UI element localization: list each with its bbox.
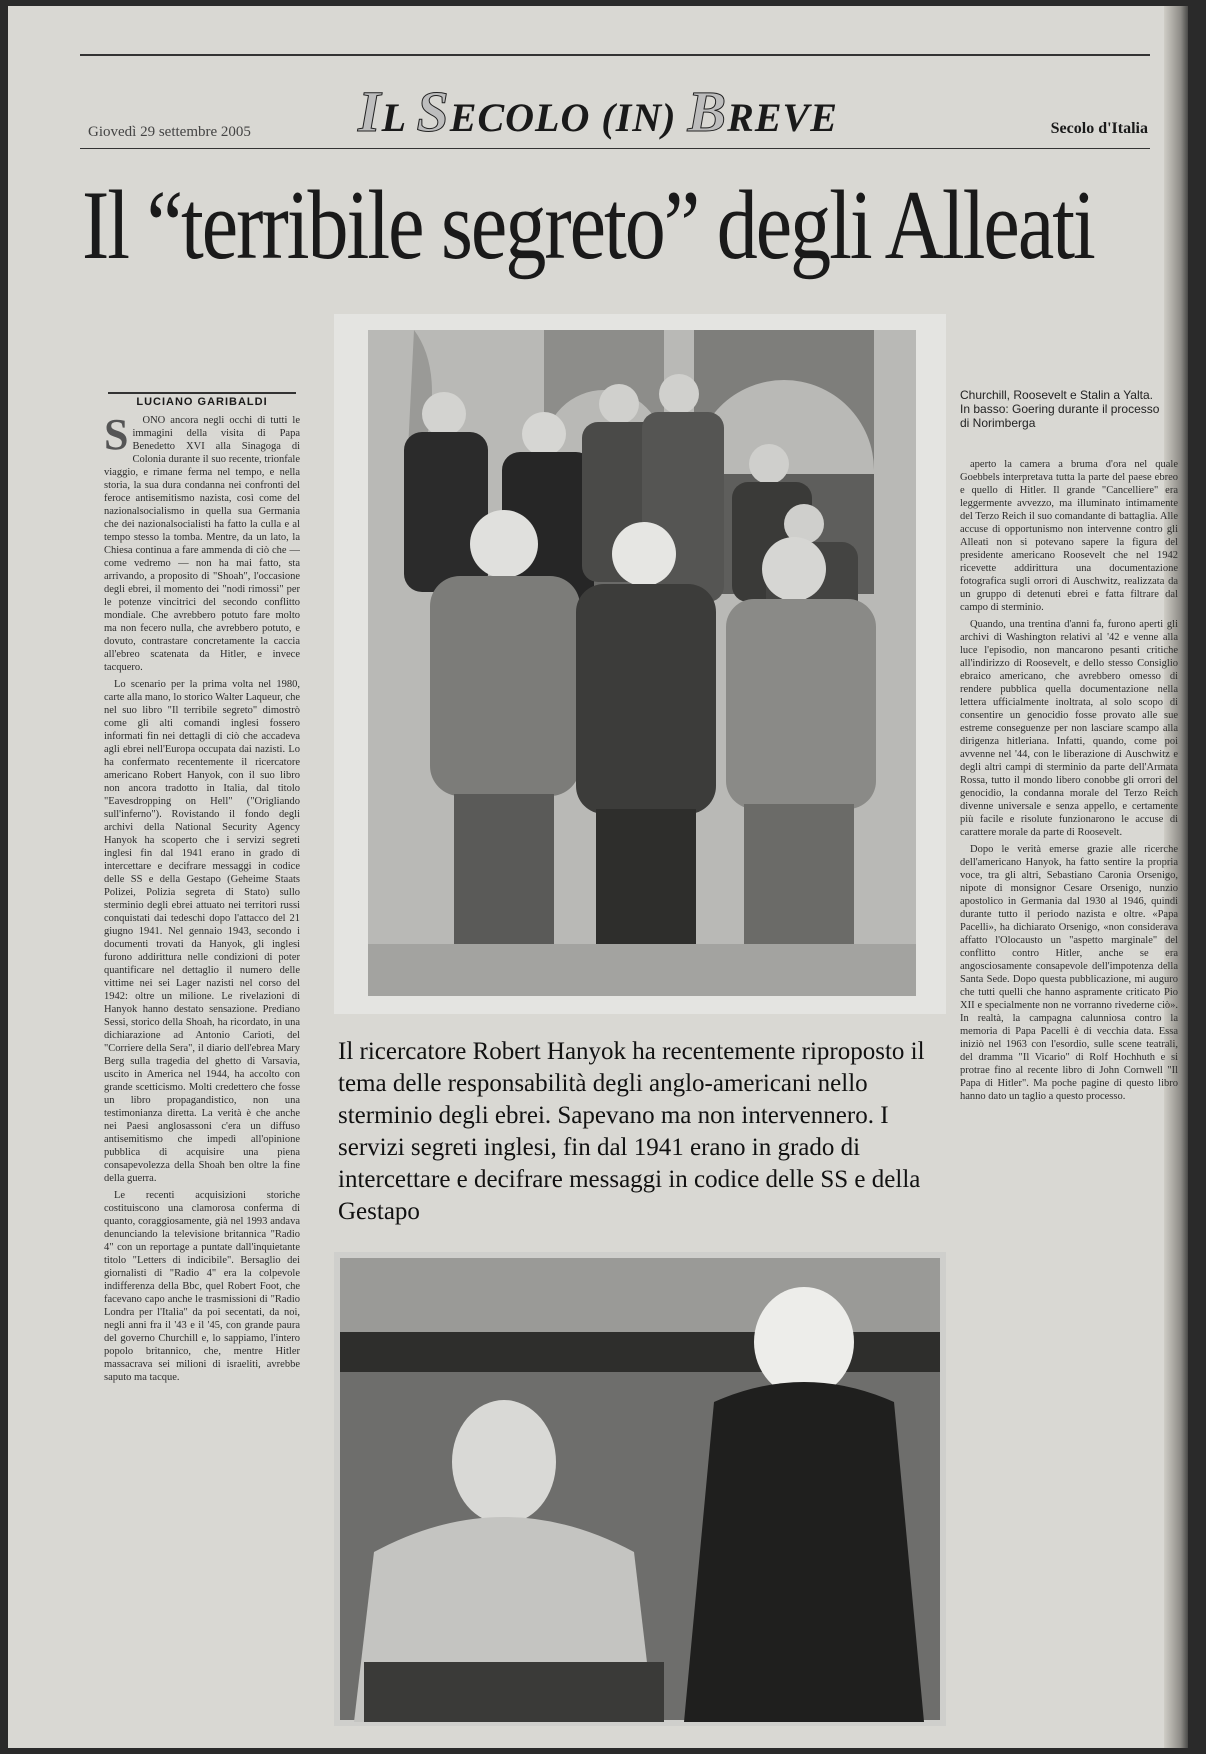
section-title-part-1: L: [381, 95, 417, 140]
article-paragraph: aperto la camera a bruma d'ora nel quale Goebbels interpretava tutta la parte del paese ebreo e quello di Hitler. Il grande "Cancelliere" era leggermente avvezzo, ma illuminato intimamente del Terzo Reich il suo comandante di battaglia. Alle accuse di opportunismo non intervenne contro gli Alleati non si potevano sapere la figura del presidente americano Roosevelt che nel 1942 ricevette addirittura una documentazione fotografica sugli orrori di Auschwitz, realizzata da un gruppo di detenuti ebrei e fatta filtrare dal campo di sterminio.: [960, 459, 1178, 613]
issue-date: Giovedì 29 settembre 2005: [88, 124, 251, 140]
byline: LUCIANO GARIBALDI: [108, 392, 296, 408]
top-rule: [80, 54, 1150, 56]
article-paragraph: Quando, una trentina d'anni fa, furono aperti gli archivi di Washington relativi al '42 e venne alla luce l'episodio, non mancarono pesanti critiche all'indirizzo di Roosevelt, e dello stesso Consiglio ebraico americano, che avrebbero omesso di rendere pubblica quella documentazione nella lettera ufficialmente inoltrata, al solo scopo di consentire un genocidio fosse provato alle sue estreme conseguenze per non lasciare scampo alla dirigenza hitleriana. Infatti, quando, come poi avvenne nel '44, con le liberazione di Auschwitz e degli altri campi di sterminio da parte dell'Armata Rossa, tutto il mondo libero conobbe gli orrori del genocidio, la condanna morale del Terzo Reich divenne universale e senza appello, e certamente più facile e risolute funzionarono le accuse di carattere morale da parte di Roosevelt.: [960, 619, 1178, 838]
section-title-middle: (IN): [601, 95, 688, 140]
section-title-cap-3: B: [687, 79, 728, 144]
newspaper-page: [8, 6, 1188, 1748]
article-paragraph: Le recenti acquisizioni storiche costituiscono una clamorosa conferma di quanto, coraggiosamente, già nel 1993 andava denunciando la televisione britannica "Radio 4" con un reportage a puntate dall'inquietante titolo "Letters di indicibile". Bersaglio dei giornalisti di "Radio 4" era la colpevole indifferenza della Bbc, quel Robert Foot, che facevano capo anche le trasmissioni di "Radio Londra per l'Italia" da poi secentati, da noi, negli anni fra il '43 e il '45, con grande paura del governo Churchill e, lo sappiamo, l'intero popolo britannico, che, mentre Hitler massacrava sei milioni di israeliti, avrebbe saputo ma tacque.: [104, 1190, 300, 1383]
article-column-left: [104, 414, 300, 1724]
goering-photo: [334, 1252, 946, 1726]
section-title-cap-1: I: [358, 79, 382, 144]
drop-cap: S: [104, 414, 129, 459]
header-rule: [80, 148, 1150, 149]
article-paragraph: Dopo le verità emerse grazie alle ricerche dell'americano Hanyok, ha fatto sentire la propria voce, tra gli altri, Sebastiano Caronia Orsenigo, nipote di monsignor Cesare Orsenigo, nunzio apostolico in Germania dal 1930 al 1946, quindi durante tutto il periodo nazista e oltre. «Papa Pacelli», ha dichiarato Orsenigo, «non considerava affatto l'Olocausto un "aspetto marginale" del conflitto contro Hitler, anche se era angosciosamente consapevole dell'impotenza della Santa Sede. Dopo questa pubblicazione, mi auguro che tutti quelli che hanno aspramente criticato Pio XII e specialmente non ne vorranno rivederne ciò». In realtà, la campagna calunniosa contro la memoria di Papa Pacelli è di vecchia data. Essa iniziò nel 1963 con l'esordio, sulle scene teatrali, del dramma "Il Vicario" di Rolf Hochhuth e si protrae fino al recente libro di John Cornwell "Il Papa di Hitler". Ma poche pagine di questo libro hanno dato un taglio a questo processo.: [960, 844, 1178, 1102]
newspaper-name: Secolo d'Italia: [1050, 120, 1148, 137]
article-paragraph: ONO ancora negli occhi di tutti le immagini della visita di Papa Benedetto XVI alla Sinagoga di Colonia durante il suo recente, trionfale viaggio, e rimane ferma nel tempo, e nella storia, la sua dura condanna nei confronti del feroce antisemitismo nazista, così come del nazionalsocialismo in quella sua Germania che dei nazionalsocialisti ha fatto la culla e al tempo stesso la tomba. Mentre, da un lato, la Chiesa continua a fare ammenda di ciò che — come vedremo — non ha mai fatto, sta arrivando, a proposito di "Shoah", l'occasione degli ebrei, il momento dei "nodi rimossi" per le potenze vincitrici del secondo conflitto mondiale. Che avrebbero potuto fare molto ma non fecero nulla, che avrebbero potuto, e dovuto, contrastare concretamente la caccia all'ebreo scatenata da Hitler, e invece tacquero.: [104, 415, 300, 673]
section-title-cap-2: S: [416, 79, 450, 144]
section-title-part-3: REVE: [727, 95, 838, 140]
photo-caption: Churchill, Roosevelt e Stalin a Yalta. In basso: Goering durante il processo di Norimberga: [960, 388, 1160, 430]
headline: Il “terribile segreto” degli Alleati: [82, 170, 1094, 280]
section-title-part-2: ECOLO: [449, 95, 602, 140]
article-deck: Il ricercatore Robert Hanyok ha recentemente riproposto il tema delle responsabilità degli anglo-americani nello sterminio degli ebrei. Sapevano ma non intervennero. I servizi segreti inglesi, fin dal 1941 erano in grado di intercettare e decifrare messaggi in codice delle SS e della Gestapo: [338, 1038, 925, 1225]
article-column-right: [960, 458, 1178, 1728]
yalta-photo: [334, 314, 946, 1014]
article-paragraph: Lo scenario per la prima volta nel 1980, carte alla mano, lo storico Walter Laqueur, che nel suo libro "Il terribile segreto" dimostrò come gli alti comandi inglesi fossero informati fin nei dettagli di ciò che accadeva agli ebrei nell'Europa occupata dai nazisti. Lo ha confermato recentemente il ricercatore americano Robert Hanyok, con il suo libro non ancora tradotto in Italia, dal titolo "Eavesdropping on Hell" ("Origliando sull'inferno"). Rovistando il fondo degli archivi della National Security Agency Hanyok ha scoperto che i servizi segreti inglesi fin dal 1941 erano in grado di intercettare e decifrare messaggi in codice delle SS e della Gestapo (Geheime Staats Polizei, Polizia segreta di Stato) sullo sterminio degli ebrei attuato nei territori russi conquistati dai tedeschi dopo l'attacco del 21 giugno 1941. Nel gennaio 1943, secondo i documenti trovati da Hanyok, gli inglesi furono addirittura nelle condizioni di poter quantificare nel dettaglio il numero delle vittime nei sei Lager nazisti nel corso del 1942: oltre un milione. Le rivelazioni di Hanyok hanno destato sensazione. Prediano Sessi, storico della Shoah, ha ricordato, in una dichiarazione ad Antonio Carioti, del "Corriere della Sera", il diario dell'ebrea Mary Berg sulla tragedia del ghetto di Varsavia, uscito in America nel 1944, ha accolto con grande scetticismo. Molti credettero che fosse un libro propagandistico, non una testimonianza diretta. La verità è che anche nei Paesi anglosassoni c'era un diffuso antisemitismo che impedì all'opinione pubblica di acquisire una piena consapevolezza della Shoah ben oltre la fine della guerra.: [104, 679, 300, 1184]
section-title: [358, 78, 838, 145]
